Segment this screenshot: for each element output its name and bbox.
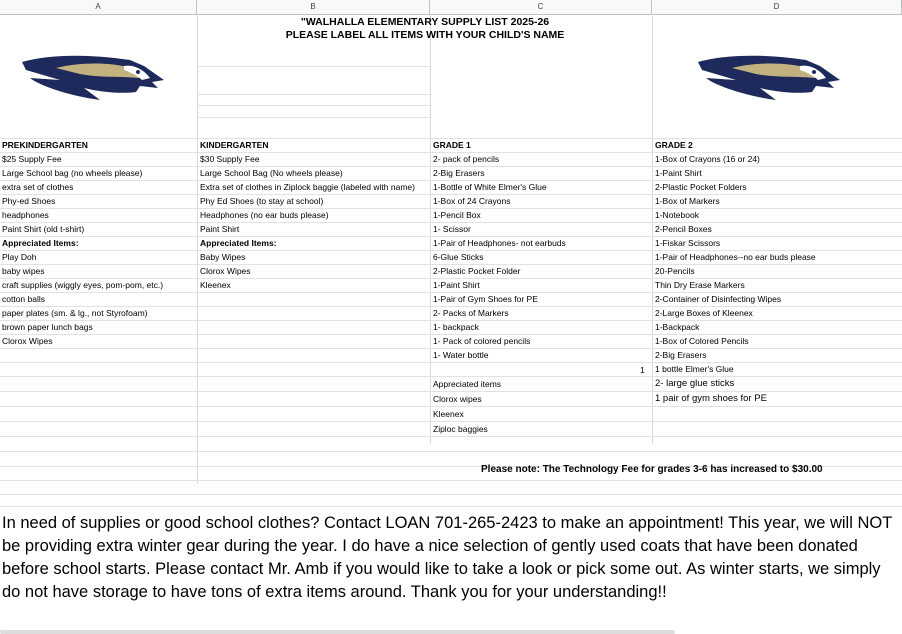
list-item[interactable]: 1-Pair of Headphones--no ear buds please bbox=[655, 252, 816, 262]
column-header-b[interactable]: B bbox=[197, 0, 430, 14]
list-item[interactable]: 1-Fiskar Scissors bbox=[655, 238, 721, 248]
list-item[interactable]: 1 bottle Elmer's Glue bbox=[655, 364, 734, 374]
list-item[interactable]: 1- backpack bbox=[433, 322, 479, 332]
list-item[interactable]: Phy Ed Shoes (to stay at school) bbox=[200, 196, 324, 206]
list-item[interactable]: headphones bbox=[2, 210, 49, 220]
grid-line bbox=[652, 14, 653, 444]
list-item[interactable]: Large School bag (no wheels please) bbox=[2, 168, 143, 178]
row-line bbox=[0, 436, 902, 437]
list-item[interactable]: 1- Pack of colored pencils bbox=[433, 336, 531, 346]
appreciated-item[interactable]: Ziploc baggies bbox=[433, 424, 488, 434]
row-line bbox=[0, 494, 902, 495]
list-item[interactable]: Appreciated Items: bbox=[2, 238, 79, 248]
list-item[interactable]: baby wipes bbox=[2, 266, 45, 276]
list-item[interactable]: Appreciated Items: bbox=[200, 238, 277, 248]
sheet-title bbox=[198, 16, 652, 42]
list-item[interactable]: 1-Notebook bbox=[655, 210, 699, 220]
list-item[interactable]: 1- Water bottle bbox=[433, 350, 489, 360]
row-line bbox=[0, 480, 902, 481]
list-item[interactable]: 2-Plastic Pocket Folders bbox=[655, 182, 747, 192]
technology-fee-note[interactable]: Please note: The Technology Fee for grades 3-6 has increased to $30.00 bbox=[481, 464, 823, 475]
list-item[interactable]: extra set of clothes bbox=[2, 182, 74, 192]
appreciated-item[interactable]: Clorox wipes bbox=[433, 394, 482, 404]
list-item[interactable]: 20-Pencils bbox=[655, 266, 695, 276]
list-item[interactable]: 2-Big Erasers bbox=[433, 168, 485, 178]
column-header-c[interactable]: C bbox=[430, 0, 652, 14]
spreadsheet-grid[interactable] bbox=[0, 14, 902, 634]
title-line-2: PLEASE LABEL ALL ITEMS WITH YOUR CHILD'S NAME bbox=[285, 29, 565, 41]
list-item[interactable]: Baby Wipes bbox=[200, 252, 246, 262]
row-line bbox=[0, 506, 902, 507]
k-header[interactable]: KINDERGARTEN bbox=[200, 140, 269, 150]
list-item[interactable]: 2- large glue sticks bbox=[655, 378, 735, 389]
grid-line bbox=[430, 14, 431, 444]
list-item[interactable]: 2- pack of pencils bbox=[433, 154, 500, 164]
list-item[interactable]: Headphones (no ear buds please) bbox=[200, 210, 329, 220]
list-item[interactable]: Large School Bag (No wheels please) bbox=[200, 168, 343, 178]
row-line bbox=[198, 66, 430, 67]
list-item[interactable]: 6-Glue Sticks bbox=[433, 252, 484, 262]
list-item[interactable]: 2-Large Boxes of Kleenex bbox=[655, 308, 753, 318]
row-line bbox=[198, 94, 430, 95]
row-line bbox=[198, 117, 430, 118]
list-item[interactable]: 1-Pencil Box bbox=[433, 210, 481, 220]
row-line bbox=[0, 362, 902, 363]
list-item[interactable]: $30 Supply Fee bbox=[200, 154, 260, 164]
row-line bbox=[198, 105, 430, 106]
list-item[interactable]: paper plates (sm. & lg., not Styrofoam) bbox=[2, 308, 148, 318]
list-item[interactable]: Kleenex bbox=[200, 280, 231, 290]
appreciated-item[interactable]: Appreciated items bbox=[433, 379, 502, 389]
g1-header[interactable]: GRADE 1 bbox=[433, 140, 471, 150]
list-item[interactable]: Paint Shirt bbox=[200, 224, 240, 234]
eagle-logo-right bbox=[696, 52, 842, 108]
list-item[interactable]: 2-Big Erasers bbox=[655, 350, 707, 360]
column-header-d[interactable]: D bbox=[652, 0, 902, 14]
list-item[interactable]: cotton balls bbox=[2, 294, 45, 304]
appreciated-item[interactable]: Kleenex bbox=[433, 409, 464, 419]
list-item[interactable]: Clorox Wipes bbox=[2, 336, 53, 346]
list-item[interactable]: 1-Box of Crayons (16 or 24) bbox=[655, 154, 760, 164]
list-item[interactable]: 1- Scissor bbox=[433, 224, 471, 234]
glue-qty-cell[interactable]: 1 bbox=[640, 365, 645, 375]
list-item[interactable]: $25 Supply Fee bbox=[2, 154, 62, 164]
list-item[interactable]: 1-Paint Shirt bbox=[655, 168, 702, 178]
list-item[interactable]: Clorox Wipes bbox=[200, 266, 251, 276]
list-item[interactable]: 2-Pencil Boxes bbox=[655, 224, 712, 234]
list-item[interactable]: 1-Pair of Headphones- not earbuds bbox=[433, 238, 566, 248]
list-item[interactable]: Play Doh bbox=[2, 252, 37, 262]
list-item[interactable]: 1-Paint Shirt bbox=[433, 280, 480, 290]
list-item[interactable]: Thin Dry Erase Markers bbox=[655, 280, 745, 290]
loan-notice-text[interactable]: In need of supplies or good school clothes? Contact LOAN 701-265-2423 to make an appointment! This year, we will NOT be providing extra winter gear during the year. I do have a nice selection of gently used coats that have been donated before school starts. Please contact Mr. Amb if you would like to take a look or pick some out. As winter starts, we simply do not have storage to have tons of extra items around. Thank you for your understanding!! bbox=[2, 514, 892, 601]
g2-header[interactable]: GRADE 2 bbox=[655, 140, 693, 150]
title-line-1: "WALHALLA ELEMENTARY SUPPLY LIST 2025-26 bbox=[300, 16, 550, 28]
column-header-bar bbox=[0, 0, 902, 15]
eagle-logo-left bbox=[20, 52, 166, 108]
list-item[interactable]: 1 pair of gym shoes for PE bbox=[655, 393, 767, 404]
prek-header[interactable]: PREKINDERGARTEN bbox=[2, 140, 88, 150]
list-item[interactable]: 1-Box of 24 Crayons bbox=[433, 196, 511, 206]
list-item[interactable]: 1-Box of Markers bbox=[655, 196, 720, 206]
grid-line bbox=[197, 14, 198, 484]
list-item[interactable]: 1-Box of Colored Pencils bbox=[655, 336, 749, 346]
list-item[interactable]: brown paper lunch bags bbox=[2, 322, 93, 332]
horizontal-scrollbar[interactable] bbox=[0, 630, 675, 634]
list-item[interactable]: 2- Packs of Markers bbox=[433, 308, 509, 318]
list-item[interactable]: 1-Pair of Gym Shoes for PE bbox=[433, 294, 538, 304]
column-header-a[interactable]: A bbox=[0, 0, 197, 14]
list-item[interactable]: Phy-ed Shoes bbox=[2, 196, 56, 206]
row-line bbox=[0, 451, 902, 452]
list-item[interactable]: Extra set of clothes in Ziplock baggie (labeled with name) bbox=[200, 182, 415, 192]
list-item[interactable]: craft supplies (wiggly eyes, pom-pom, etc.) bbox=[2, 280, 164, 290]
list-item[interactable]: 1-Backpack bbox=[655, 322, 700, 332]
list-item[interactable]: Paint Shirt (old t-shirt) bbox=[2, 224, 85, 234]
list-item[interactable]: 2-Plastic Pocket Folder bbox=[433, 266, 521, 276]
list-item[interactable]: 2-Container of Disinfecting Wipes bbox=[655, 294, 782, 304]
list-item[interactable]: 1-Bottle of White Elmer's Glue bbox=[433, 182, 547, 192]
